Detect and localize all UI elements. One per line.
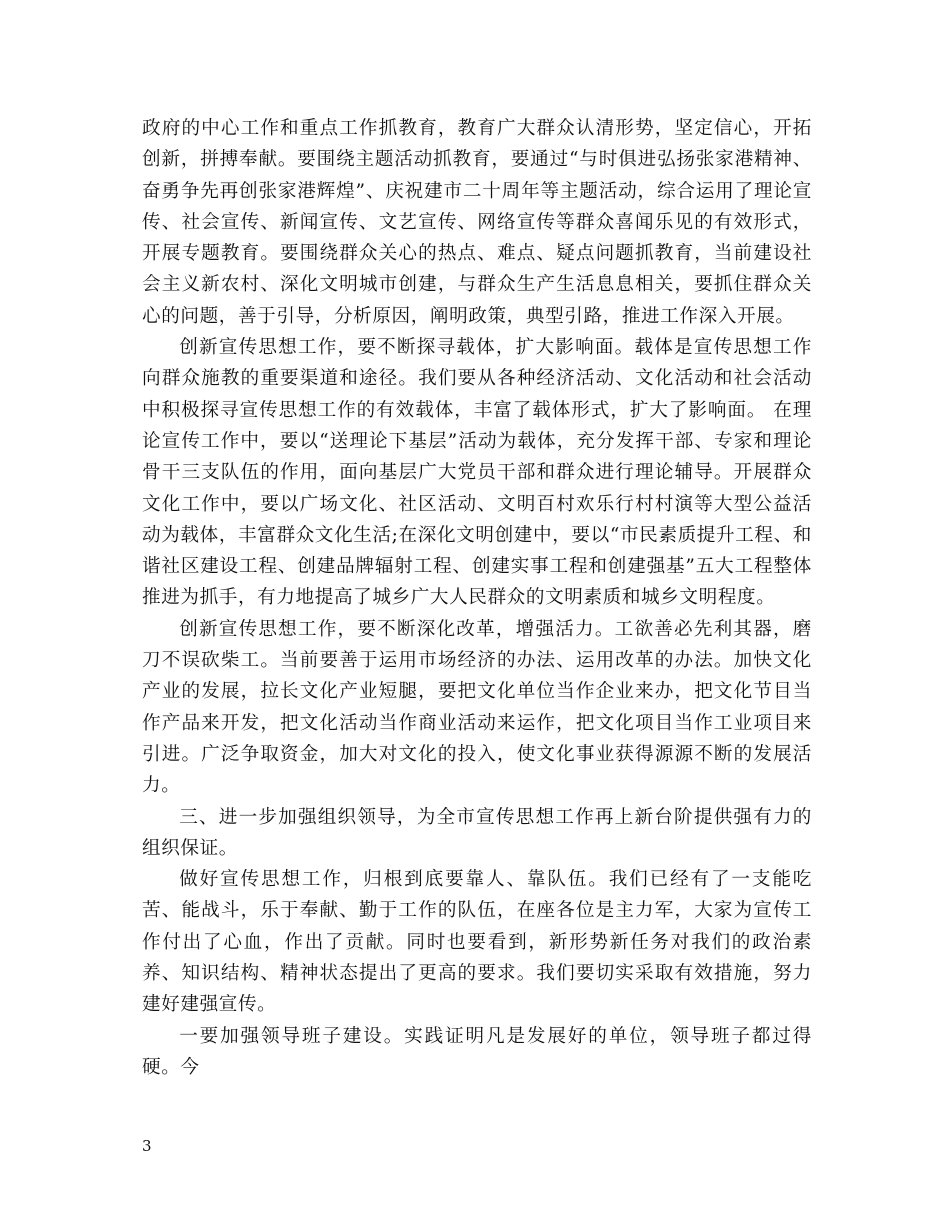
page-number: 3 (142, 1137, 152, 1155)
paragraph-continuation: 政府的中心工作和重点工作抓教育，教育广大群众认清形势，坚定信心，开拓创新，拼搏奉献。要围绕主题活动抓教育，要通过“与时俱进弘扬张家港精神、奋勇争先再创张家港辉煌”、庆祝建市二十周年等主题活动，综合运用了理论宣传、社会宣传、新闻宣传、文艺宣传、网络宣传等群众喜闻乐见的有效形式，开展专题教育。要围绕群众关心的热点、难点、疑点问题抓教育，当前建设社会主义新农村、深化文明城市创建，与群众生产生活息息相关，要抓住群众关心的问题，善于引导，分析原因，阐明政策，典型引路，推进工作深入开展。 (142, 118, 812, 327)
paragraph-carriers: 创新宣传思想工作，要不断探寻载体，扩大影响面。载体是宣传思想工作向群众施教的重要渠道和途径。我们要从各种经济活动、文化活动和社会活动中积极探寻宣传思想工作的有效载体，丰富了载体形式，扩大了影响面。 在理论宣传工作中，要以“送理论下基层”活动为载体，充分发挥干部、专家和理论骨干三支队伍的作用，面向基层广大党员干部和群众进行理论辅导。开展群众文化工作中，要以广场文化、社区活动、文明百村欢乐行村村演等大型公益活动为载体，丰富群众文化生活;在深化文明创建中，要以“市民素质提升工程、和谐社区建设工程、创建品牌辐射工程、创建实事工程和创建强基”五大工程整体推进为抓手，有力地提高了城乡广大人民群众的文明素质和城乡文明程度。 (142, 337, 812, 609)
paragraph-leadership: 一要加强领导班子建设。实践证明凡是发展好的单位，领导班子都过得硬。今 (142, 1025, 812, 1078)
paragraph-reform: 创新宣传思想工作，要不断深化改革，增强活力。工欲善必先利其器，磨刀不误砍柴工。当前要善于运用市场经济的办法、运用改革的办法。加快文化产业的发展，拉长文化产业短腿，要把文化单位当作企业来办，把文化节目当作产品来开发，把文化活动当作商业活动来运作，把文化项目当作工业项目来引进。广泛争取资金，加大对文化的投入，使文化事业获得源源不断的发展活力。 (142, 618, 812, 797)
section-heading-three: 三、进一步加强组织领导，为全市宣传思想工作再上新台阶提供强有力的组织保证。 (142, 806, 812, 859)
paragraph-team: 做好宣传思想工作，归根到底要靠人、靠队伍。我们已经有了一支能吃苦、能战斗，乐于奉献、勤于工作的队伍，在座各位是主力军，大家为宣传工作付出了心血，作出了贡献。同时也要看到，新形势新任务对我们的政治素养、知识结构、精神状态提出了更高的要求。我们要切实采取有效措施，努力建好建强宣传。 (142, 869, 812, 1016)
document-body (142, 113, 812, 1083)
